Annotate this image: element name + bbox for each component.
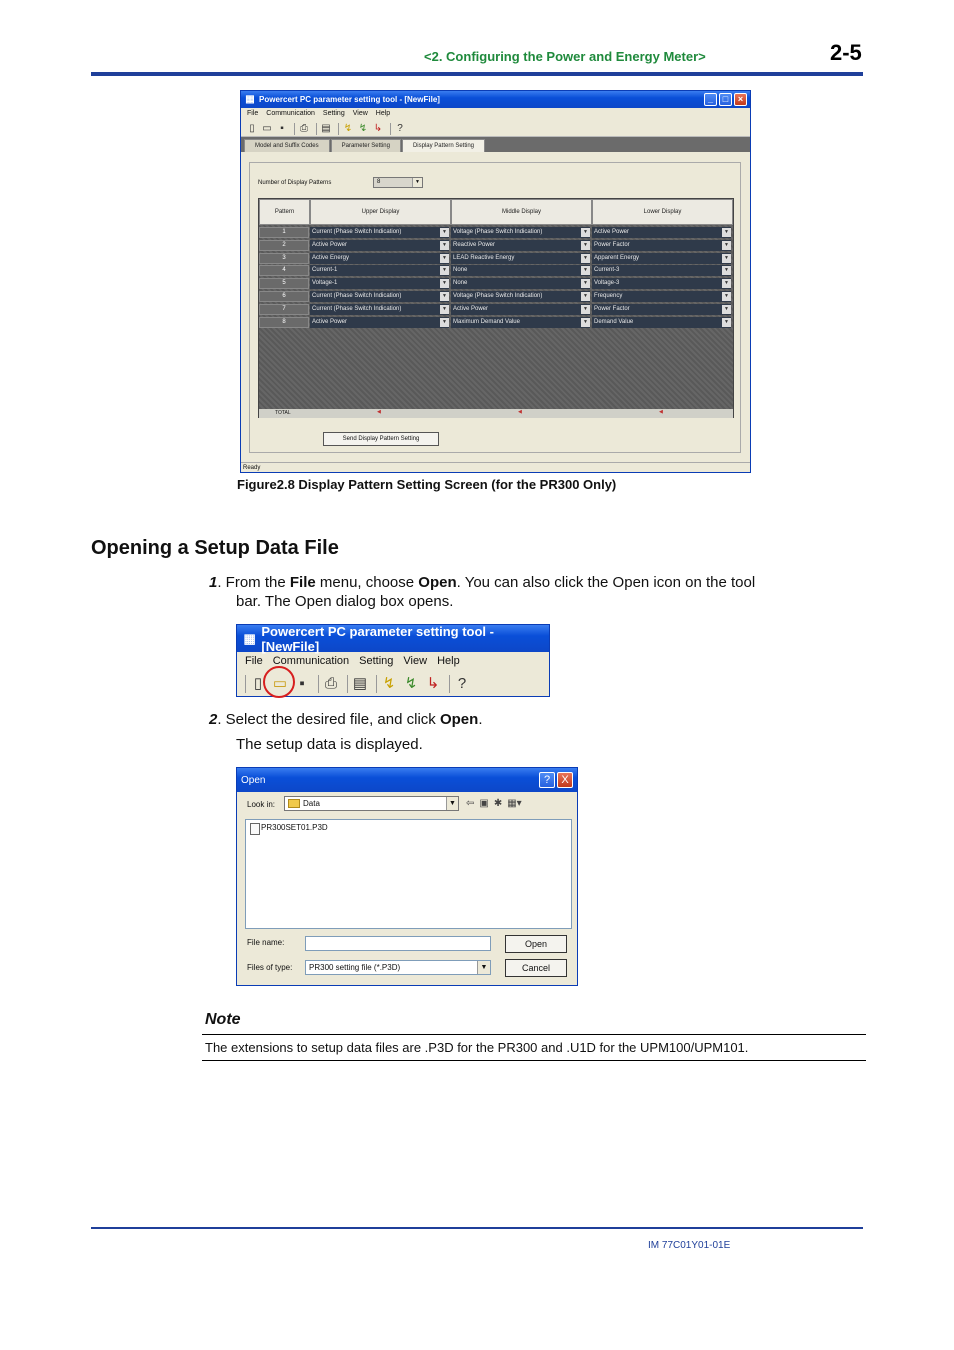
note-text: The extensions to setup data files are .P3D for the PR300 and .U1D for the UPM100/UPM101. xyxy=(205,1040,749,1055)
lower-display-select[interactable] xyxy=(592,304,731,315)
toolbar-separator xyxy=(316,123,317,135)
table-row xyxy=(259,240,733,252)
chevron-down-icon[interactable]: ▼ xyxy=(722,279,731,288)
menu-setting[interactable]: Setting xyxy=(359,655,394,667)
communication-icon[interactable]: ▤ xyxy=(321,122,331,134)
chevron-down-icon[interactable]: ▼ xyxy=(581,254,590,263)
chevron-down-icon[interactable]: ▼ xyxy=(722,266,731,275)
menu-file[interactable]: File xyxy=(247,110,259,117)
view-menu-icon[interactable]: ▦▾ xyxy=(507,798,522,809)
display-pattern-window xyxy=(240,90,751,473)
chevron-down-icon[interactable]: ▼ xyxy=(440,305,449,314)
folder-icon xyxy=(288,799,300,808)
pattern-number: 5 xyxy=(259,278,309,289)
tab-strip xyxy=(241,137,750,152)
upper-display-value: Current (Phase Switch Indication) xyxy=(312,305,402,312)
lower-display-select[interactable] xyxy=(592,240,731,251)
upper-display-value: Current-1 xyxy=(312,267,338,274)
footer-rule xyxy=(91,1227,863,1229)
menu-bar xyxy=(241,108,750,121)
marker-icon: ◀ xyxy=(377,409,381,415)
step-bold: File xyxy=(289,574,316,591)
chevron-down-icon[interactable]: ▼ xyxy=(722,228,731,237)
lower-display-select[interactable] xyxy=(592,317,731,328)
open-icon-highlight xyxy=(263,666,295,698)
lower-display-value: Power Factor xyxy=(594,305,630,312)
lower-display-select[interactable] xyxy=(592,265,731,276)
chevron-down-icon[interactable]: ▼ xyxy=(412,178,422,187)
menu-file[interactable]: File xyxy=(245,655,263,667)
toolbar-separator xyxy=(245,675,246,693)
window-titlebar xyxy=(237,625,549,652)
cancel-button[interactable]: Cancel xyxy=(505,959,567,977)
header-rule xyxy=(91,72,863,76)
file-type-value: PR300 setting file (*.P3D) xyxy=(309,963,401,972)
chevron-down-icon[interactable]: ▼ xyxy=(440,266,449,275)
file-name-input[interactable] xyxy=(305,936,491,951)
lower-display-value: Power Factor xyxy=(594,241,630,248)
toolbar-separator xyxy=(449,675,450,693)
minimize-icon[interactable]: _ xyxy=(704,93,717,106)
table-row xyxy=(259,253,733,265)
file-type-select[interactable] xyxy=(305,960,491,975)
download-icon[interactable]: ↯ xyxy=(404,675,418,692)
lower-display-value: Voltage-3 xyxy=(594,280,620,287)
upload-icon[interactable]: ↯ xyxy=(343,122,353,134)
step-1 xyxy=(209,573,755,592)
middle-display-value: None xyxy=(453,280,468,287)
dialog-toolbar xyxy=(466,798,522,809)
lower-display-value: Frequency xyxy=(594,293,623,299)
chevron-down-icon[interactable]: ▼ xyxy=(440,318,449,327)
step-number: 2 xyxy=(209,711,218,728)
up-folder-icon[interactable]: ▣ xyxy=(479,798,489,809)
step-text: . xyxy=(478,711,483,728)
toolbar xyxy=(241,121,750,137)
lower-display-select[interactable] xyxy=(592,278,731,289)
step-text: . You can also click the Open icon on the tool xyxy=(456,574,756,591)
chevron-down-icon[interactable]: ▼ xyxy=(722,241,731,250)
upper-display-value: Active Power xyxy=(312,318,348,325)
step-1-line-2: bar. The Open dialog box opens. xyxy=(236,593,454,610)
toolbar-separator xyxy=(376,675,377,693)
toolbar-separator xyxy=(390,123,391,135)
pattern-number: 2 xyxy=(259,240,309,251)
middle-display-select[interactable] xyxy=(451,253,590,264)
toolbar-separator xyxy=(318,675,319,693)
download-icon[interactable]: ↯ xyxy=(358,122,368,134)
marker-icon: ◀ xyxy=(518,409,522,415)
dialog-titlebar xyxy=(237,768,577,792)
upper-display-value: Active Energy xyxy=(312,254,350,261)
chevron-down-icon[interactable]: ▼ xyxy=(440,228,449,237)
save-icon[interactable]: ▪ xyxy=(280,122,284,134)
file-name-label: File name: xyxy=(247,938,285,947)
new-file-icon[interactable]: ▯ xyxy=(253,675,263,692)
num-patterns-label: Number of Display Patterns xyxy=(258,180,332,186)
lower-display-value: Active Power xyxy=(594,229,630,235)
menu-help[interactable]: Help xyxy=(437,655,460,667)
app-icon: ▦ xyxy=(245,93,255,105)
middle-display-select[interactable] xyxy=(451,317,590,328)
upper-display-value: Current (Phase Switch Indication) xyxy=(312,229,402,235)
maximize-icon[interactable]: □ xyxy=(719,93,732,106)
middle-display-value: Voltage (Phase Switch Indication) xyxy=(453,293,543,299)
upper-display-select[interactable] xyxy=(310,278,449,289)
open-dialog xyxy=(236,767,578,986)
look-in-select[interactable] xyxy=(284,796,459,811)
middle-display-value: LEAD Reactive Energy xyxy=(453,254,515,261)
communication-icon[interactable]: ▤ xyxy=(352,675,368,692)
chevron-down-icon[interactable]: ▼ xyxy=(440,292,449,301)
page-number: 2-5 xyxy=(830,40,862,65)
display-pattern-panel xyxy=(249,162,741,453)
toolbar-separator xyxy=(294,123,295,135)
pattern-number: 1 xyxy=(259,227,309,238)
col-header-middle: Middle Display xyxy=(451,199,592,225)
dialog-title: Open xyxy=(241,774,266,786)
upper-display-select[interactable] xyxy=(310,317,449,328)
middle-display-select[interactable] xyxy=(451,304,590,315)
middle-display-value: Voltage (Phase Switch Indication) xyxy=(453,229,543,235)
status-bar: Ready xyxy=(241,462,750,472)
pattern-number: 3 xyxy=(259,253,309,264)
lower-display-select[interactable] xyxy=(592,227,731,238)
chevron-down-icon[interactable]: ▼ xyxy=(722,318,731,327)
upper-display-select[interactable] xyxy=(310,291,449,302)
chevron-down-icon[interactable]: ▼ xyxy=(440,254,449,263)
table-row xyxy=(259,291,733,303)
table-row xyxy=(259,317,733,329)
toolbar-separator xyxy=(338,123,339,135)
open-folder-icon[interactable]: ▭ xyxy=(262,122,272,134)
tab-display-pattern[interactable]: Display Pattern Setting xyxy=(402,139,485,152)
section-heading: Opening a Setup Data File xyxy=(91,537,339,559)
doc-id: IM 77C01Y01-01E xyxy=(648,1240,731,1251)
send-display-pattern-button[interactable]: Send Display Pattern Setting xyxy=(323,432,439,446)
step-2-result: The setup data is displayed. xyxy=(236,736,423,753)
back-icon[interactable]: ⇦ xyxy=(466,798,475,809)
upper-display-select[interactable] xyxy=(310,240,449,251)
new-folder-icon[interactable]: ✱ xyxy=(493,798,503,809)
chevron-down-icon[interactable]: ▼ xyxy=(440,279,449,288)
middle-display-value: None xyxy=(453,267,468,274)
tab-parameter-setting[interactable]: Parameter Setting xyxy=(331,139,401,152)
table-row xyxy=(259,265,733,277)
chevron-down-icon[interactable]: ▼ xyxy=(581,305,590,314)
print-icon[interactable]: ⎙ xyxy=(300,122,308,134)
chevron-down-icon[interactable]: ▼ xyxy=(722,305,731,314)
middle-display-value: Maximum Demand Value xyxy=(453,318,520,325)
middle-display-value: Active Power xyxy=(453,305,489,312)
step-bold: Open xyxy=(418,574,457,591)
upper-display-select[interactable] xyxy=(310,227,449,238)
lower-display-select[interactable] xyxy=(592,253,731,264)
lower-display-value: Apparent Energy xyxy=(594,254,640,261)
pattern-grid xyxy=(258,198,734,418)
middle-display-select[interactable] xyxy=(451,240,590,251)
menu-setting[interactable]: Setting xyxy=(322,110,345,117)
running-header: <2. Configuring the Power and Energy Meter> xyxy=(424,49,706,64)
step-text: menu, choose xyxy=(315,574,419,591)
file-item[interactable]: PR300SET01.P3D xyxy=(249,823,328,832)
window-title: Powercert PC parameter setting tool - [NewFile] xyxy=(259,95,440,104)
upper-display-select[interactable] xyxy=(310,265,449,276)
help-icon[interactable]: ? xyxy=(397,122,403,134)
look-in-value: Data xyxy=(303,799,320,808)
look-in-label: Look in: xyxy=(247,800,276,809)
chevron-down-icon[interactable]: ▼ xyxy=(581,241,590,250)
chevron-down-icon[interactable]: ▼ xyxy=(581,318,590,327)
step-2 xyxy=(209,710,482,729)
save-icon[interactable]: ▪ xyxy=(299,675,305,692)
middle-display-value: Reactive Power xyxy=(453,241,496,248)
middle-display-select[interactable] xyxy=(451,265,590,276)
lower-display-value: Current-3 xyxy=(594,267,620,274)
pattern-number: 8 xyxy=(259,317,309,328)
file-type-label: Files of type: xyxy=(247,963,293,972)
help-icon[interactable]: ? xyxy=(539,772,555,788)
chevron-down-icon[interactable]: ▼ xyxy=(722,292,731,301)
note-rule xyxy=(202,1060,866,1061)
note-title: Note xyxy=(205,1011,241,1028)
upper-display-select[interactable] xyxy=(310,304,449,315)
menu-communication[interactable]: Communication xyxy=(272,655,350,667)
footer-total-label: TOTAL xyxy=(275,410,291,416)
menu-view[interactable]: View xyxy=(403,655,428,667)
upper-display-value: Active Power xyxy=(312,241,348,248)
table-row xyxy=(259,304,733,316)
upper-display-value: Current (Phase Switch Indication) xyxy=(312,293,402,299)
upload-icon[interactable]: ↯ xyxy=(382,675,396,692)
figure-caption: Figure2.8 Display Pattern Setting Screen (for the PR300 Only) xyxy=(237,477,617,492)
middle-display-select[interactable] xyxy=(451,227,590,238)
table-row xyxy=(259,278,733,290)
window-titlebar xyxy=(241,91,750,108)
transfer-icon[interactable]: ↳ xyxy=(373,122,383,134)
step-number: 1 xyxy=(209,574,218,591)
lower-display-value: Demand Value xyxy=(594,318,634,325)
pattern-number: 4 xyxy=(259,265,309,276)
open-folder-icon[interactable]: ▭ xyxy=(272,675,288,692)
chevron-down-icon[interactable]: ▼ xyxy=(722,254,731,263)
col-header-upper: Upper Display xyxy=(310,199,451,225)
step-text: . Select the desired file, and click xyxy=(217,711,440,728)
middle-display-select[interactable] xyxy=(451,278,590,289)
upper-display-select[interactable] xyxy=(310,253,449,264)
col-header-pattern: Pattern xyxy=(259,199,310,225)
col-header-lower: Lower Display xyxy=(592,199,733,225)
pattern-number: 6 xyxy=(259,291,309,302)
pattern-number: 7 xyxy=(259,304,309,315)
app-icon: ▦ xyxy=(243,630,256,646)
marker-icon: ◀ xyxy=(659,409,663,415)
open-button[interactable]: Open xyxy=(505,935,567,953)
close-icon[interactable]: × xyxy=(734,93,747,106)
menu-help[interactable]: Help xyxy=(375,110,391,117)
window-title: Powercert PC parameter setting tool - [NewFile] xyxy=(261,623,494,654)
step-bold: Open xyxy=(439,711,479,728)
chevron-down-icon[interactable]: ▼ xyxy=(446,797,458,810)
chevron-down-icon[interactable]: ▼ xyxy=(581,228,590,237)
num-patterns-value: 8 xyxy=(377,179,381,185)
transfer-icon[interactable]: ↳ xyxy=(426,675,440,692)
middle-display-select[interactable] xyxy=(451,291,590,302)
note-rule xyxy=(202,1034,866,1035)
menu-communication[interactable]: Communication xyxy=(266,110,315,117)
chevron-down-icon[interactable]: ▼ xyxy=(477,961,490,974)
lower-display-select[interactable] xyxy=(592,291,731,302)
num-patterns-select[interactable] xyxy=(373,177,423,188)
chevron-down-icon[interactable]: ▼ xyxy=(581,279,590,288)
help-icon[interactable]: ? xyxy=(457,675,467,692)
file-list xyxy=(245,819,572,929)
chevron-down-icon[interactable]: ▼ xyxy=(581,292,590,301)
tab-model-suffix[interactable]: Model and Suffix Codes xyxy=(244,139,330,152)
print-icon[interactable]: ⎙ xyxy=(324,675,337,692)
toolbar-separator xyxy=(347,675,348,693)
chevron-down-icon[interactable]: ▼ xyxy=(581,266,590,275)
menu-view[interactable]: View xyxy=(352,110,368,117)
step-text: . From the xyxy=(217,574,290,591)
close-icon[interactable]: X xyxy=(557,772,573,788)
chevron-down-icon[interactable]: ▼ xyxy=(440,241,449,250)
table-row xyxy=(259,227,733,239)
upper-display-value: Voltage-1 xyxy=(312,280,338,287)
new-file-icon[interactable]: ▯ xyxy=(249,122,255,134)
grid-footer xyxy=(259,409,733,418)
